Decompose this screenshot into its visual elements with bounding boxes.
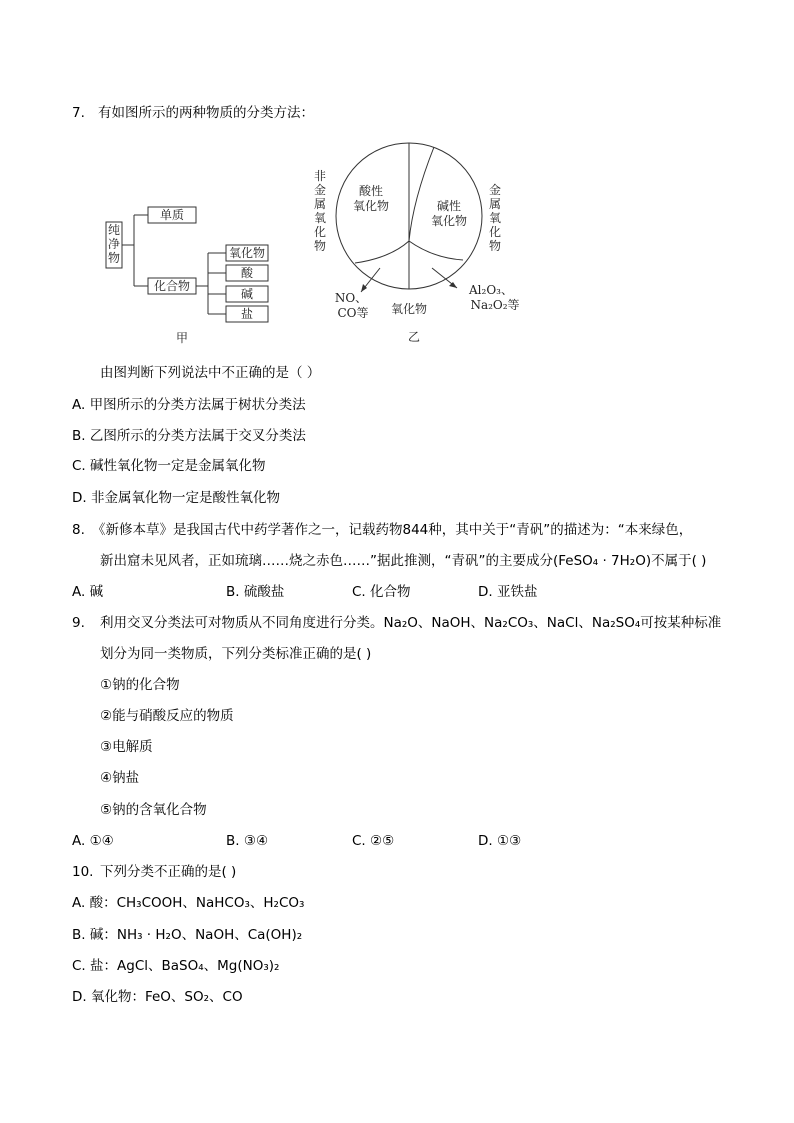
q9-line1: 利用交叉分类法可对物质从不同角度进行分类。Na₂O、NaOH、Na₂CO₃、NaCl、Na₂SO₄可按某种标准 (100, 615, 722, 631)
q8-line1: 《新修本草》是我国古代中药学著作之一，记载药物844种，其中关于“青矾”的描述为：“本来绿色， (92, 522, 693, 538)
yi-bottom-label: 氧化物 (390, 302, 428, 316)
q8-option-c[interactable]: C. 化合物 (352, 584, 411, 600)
yi-acid-l1: 酸性 (358, 184, 384, 198)
yi-left-side-c1: 非 (313, 169, 327, 183)
jia-leaf-oxide: 氧化物 (228, 246, 266, 260)
jia-huahewu-label: 化合物 (153, 279, 191, 293)
q7-option-a[interactable]: A. 甲图所示的分类方法属于树状分类法 (72, 397, 306, 413)
q9-option-d[interactable]: D. ①③ (478, 833, 522, 849)
q10-option-b[interactable]: B. 碱：NH₃ · H₂O、NaOH、Ca(OH)₂ (72, 927, 303, 943)
jia-leaf-acid: 酸 (240, 266, 254, 280)
q9-item-1: ①钠的化合物 (100, 677, 180, 693)
q7-stem: 有如图所示的两种物质的分类方法： (98, 105, 314, 121)
q8-line2: 新出窟未见风者，正如琉璃……烧之赤色……”据此推测，“青矾”的主要成分(FeSO₄ · 7H₂O)不属于( ) (100, 553, 707, 569)
q9-item-2: ②能与硝酸反应的物质 (100, 708, 234, 724)
q7-option-b[interactable]: B. 乙图所示的分类方法属于交叉分类法 (72, 428, 306, 444)
q8-option-a[interactable]: A. 碱 (72, 584, 104, 600)
q9-option-a[interactable]: A. ①④ (72, 833, 114, 849)
yi-right-side-c5: 物 (488, 239, 502, 253)
yi-right-side-c2: 属 (488, 197, 502, 211)
yi-base-l1: 碱性 (436, 199, 462, 213)
q9-item-5: ⑤钠的含氧化合物 (100, 802, 207, 818)
q10-stem: 下列分类不正确的是( ) (100, 864, 237, 880)
yi-left-side-c3: 属 (313, 197, 327, 211)
yi-left-side-c4: 氧 (313, 211, 327, 225)
yi-left-side-c5: 化 (313, 225, 327, 239)
yi-caption: 乙 (407, 330, 421, 344)
q9-line2: 划分为同一类物质，下列分类标准正确的是( ) (100, 646, 372, 662)
q7-question: 由图判断下列说法中不正确的是（ ） (100, 365, 321, 381)
figure-jia-tree-diagram (100, 200, 290, 350)
jia-root-label: 纯净物 (107, 223, 121, 265)
q9-option-b[interactable]: B. ③④ (226, 833, 269, 849)
yi-no-co-l2: CO等 (337, 306, 369, 320)
yi-left-side-c2: 金 (313, 183, 327, 197)
jia-caption: 甲 (175, 331, 189, 345)
figure-yi-circle-diagram (305, 140, 530, 348)
yi-left-side-c6: 物 (313, 239, 327, 253)
q10-number: 10. (72, 864, 94, 880)
yi-right-side-c4: 化 (488, 225, 502, 239)
q9-number: 9. (72, 615, 85, 631)
q8-number: 8. (72, 522, 85, 538)
q10-option-c[interactable]: C. 盐：AgCl、BaSO₄、Mg(NO₃)₂ (72, 958, 280, 974)
yi-al-l2: Na₂O₂等 (470, 298, 520, 312)
q8-option-b[interactable]: B. 硫酸盐 (226, 584, 285, 600)
yi-right-side-c1: 金 (488, 183, 502, 197)
jia-leaf-salt: 盐 (240, 307, 254, 321)
q10-option-a[interactable]: A. 酸：CH₃COOH、NaHCO₃、H₂CO₃ (72, 895, 305, 911)
q9-option-c[interactable]: C. ②⑤ (352, 833, 395, 849)
q7-option-d[interactable]: D. 非金属氧化物一定是酸性氧化物 (72, 490, 280, 506)
jia-leaf-base: 碱 (240, 287, 254, 301)
yi-base-l2: 氧化物 (430, 214, 468, 228)
q7-option-c[interactable]: C. 碱性氧化物一定是金属氧化物 (72, 458, 266, 474)
q9-item-4: ④钠盐 (100, 770, 140, 786)
yi-no-co-l1: NO、 (334, 291, 368, 305)
q9-item-3: ③电解质 (100, 739, 153, 755)
yi-al-l1: Al₂O₃、 (469, 283, 513, 297)
jia-danzhi-label: 单质 (159, 208, 185, 222)
yi-acid-l2: 氧化物 (352, 199, 390, 213)
q7-number: 7. (72, 105, 85, 121)
q10-option-d[interactable]: D. 氧化物：FeO、SO₂、CO (72, 989, 243, 1005)
q8-option-d[interactable]: D. 亚铁盐 (478, 584, 538, 600)
yi-right-side-c3: 氧 (488, 211, 502, 225)
